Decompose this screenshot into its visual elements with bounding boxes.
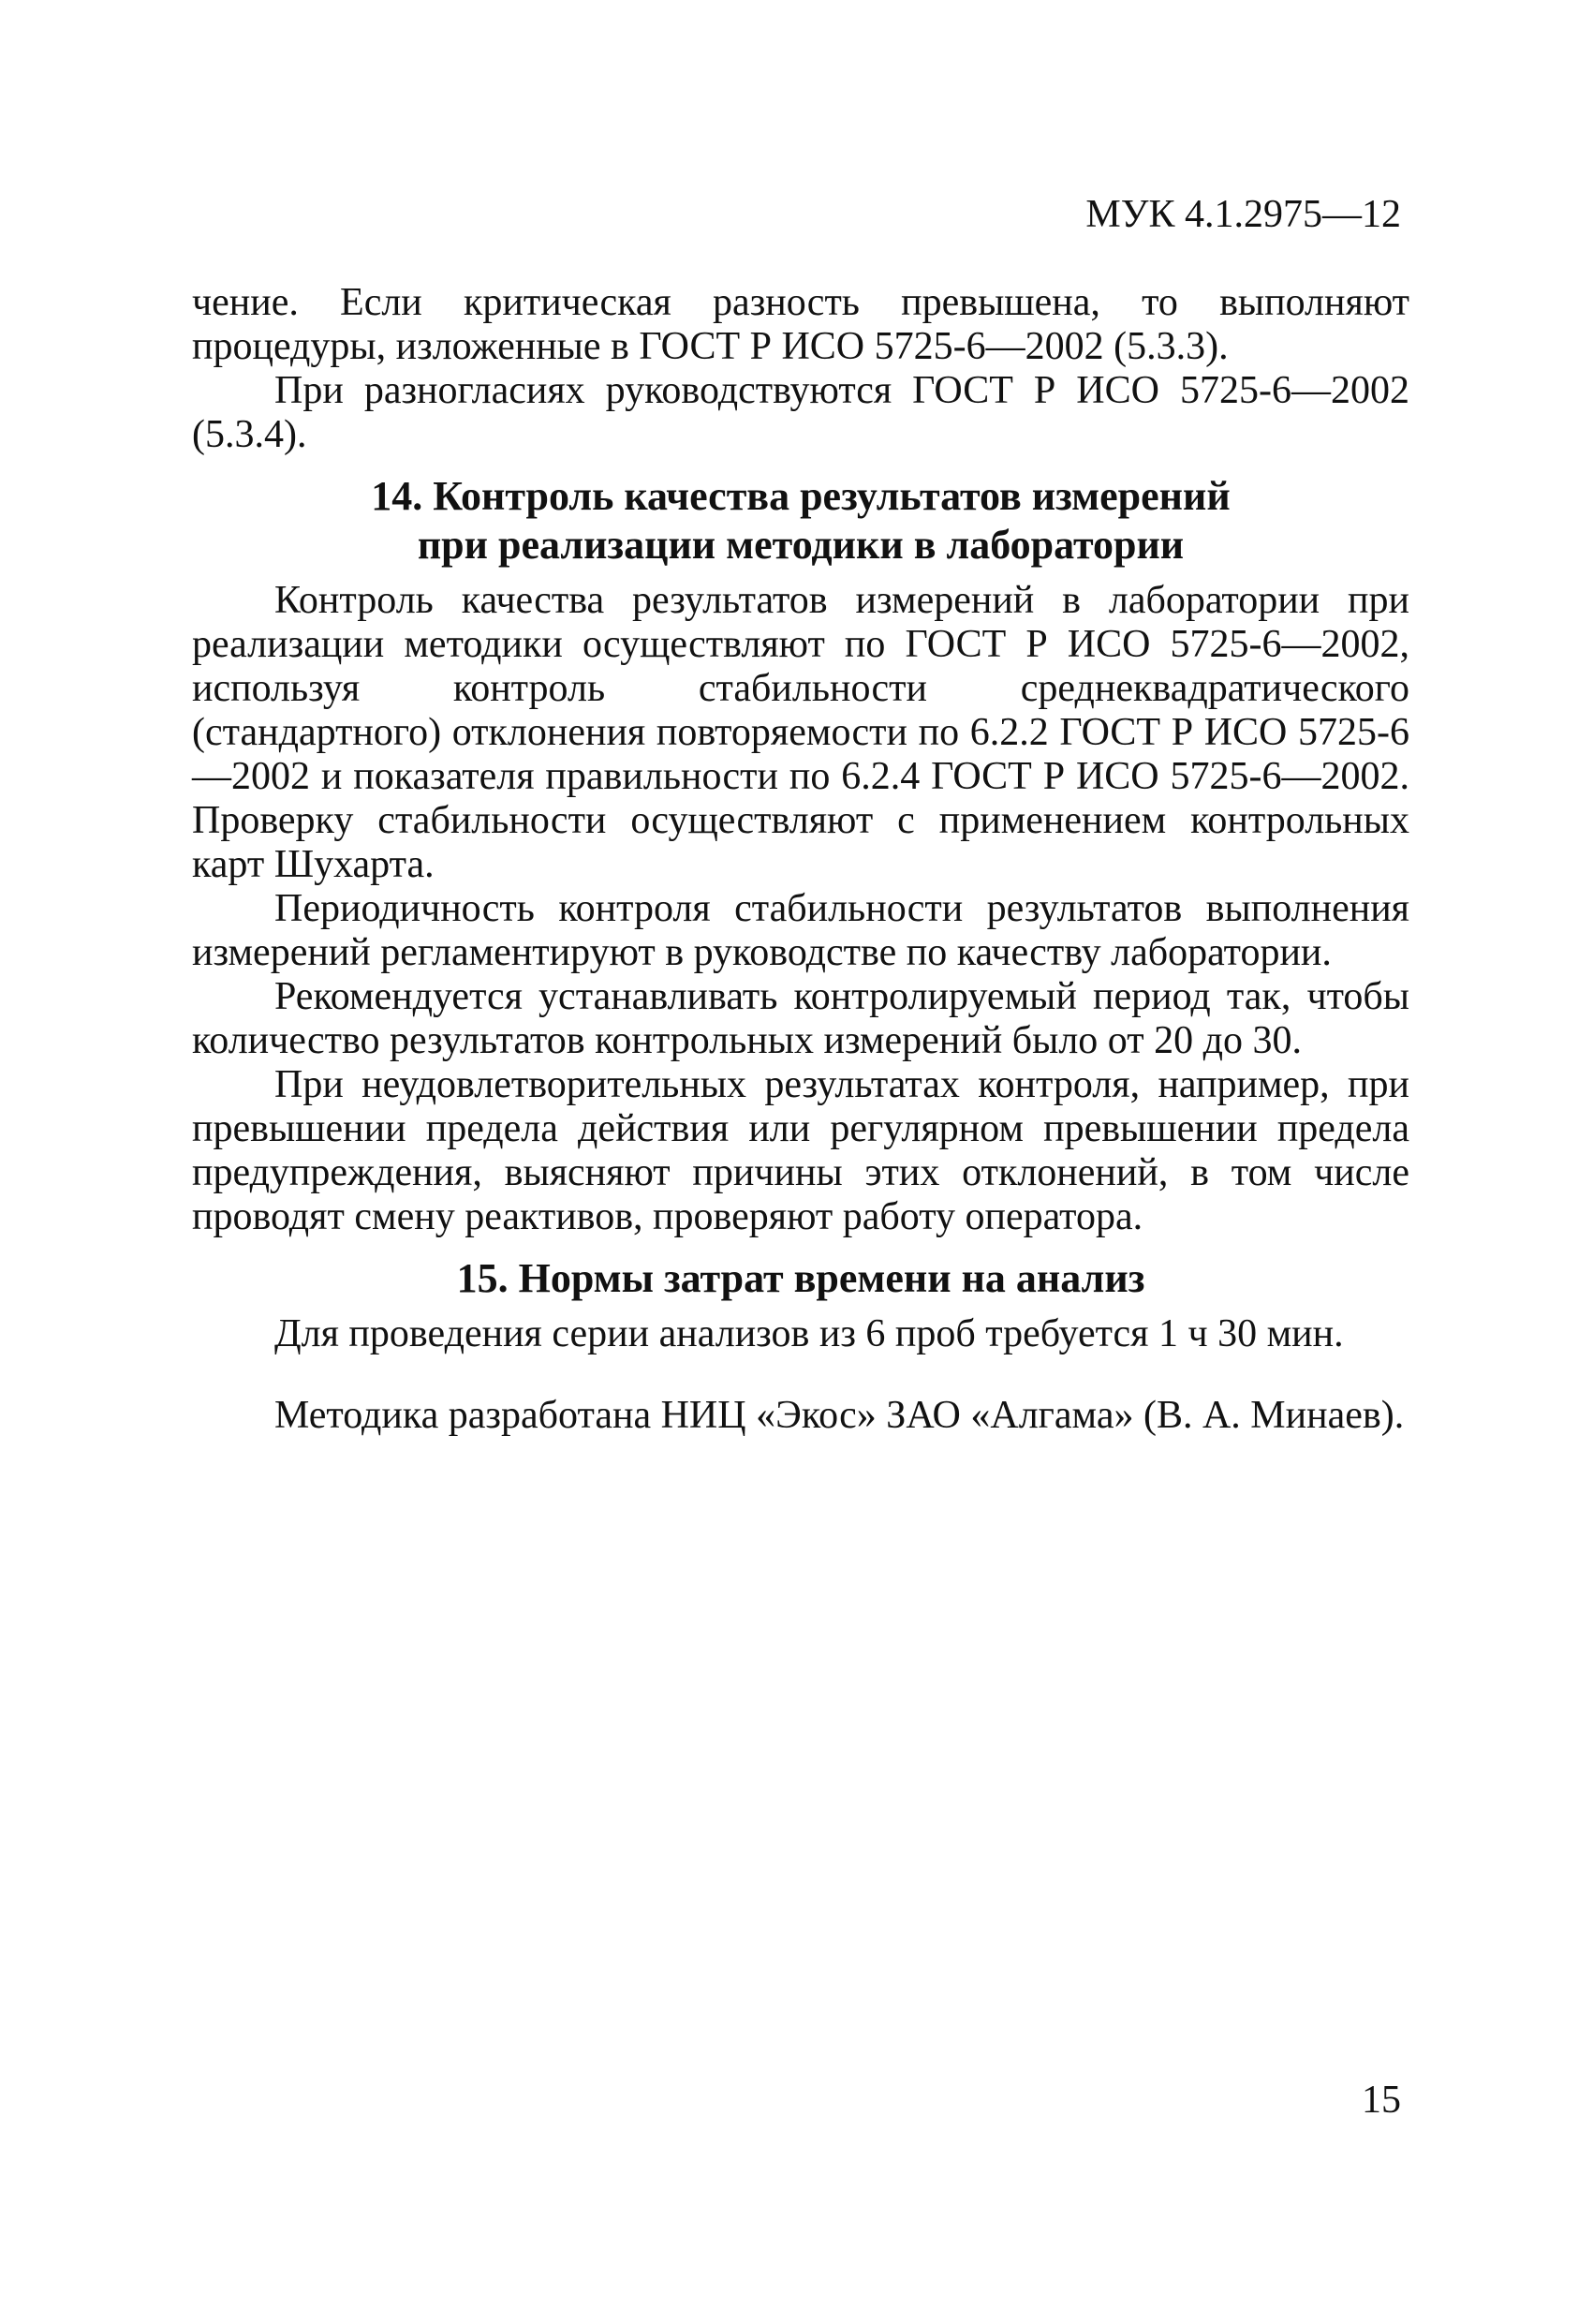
control-period-paragraph: Рекомендуется устанавливать контролируемый период так, чтобы количество результатов контрольных измерений было от 20 до 30.: [192, 975, 1409, 1062]
section-14-heading-line2: при реализации методики в лаборатории: [417, 522, 1185, 568]
quality-control-paragraph: Контроль качества результатов измерений в лаборатории при реализации методики осуществляют по ГОСТ Р ИСО 5725-6—2002, используя контроль стабильности среднеквадратического (стандартного) отклонения повторяемости по 6.2.2 ГОСТ Р ИСО 5725-6—2002 и показателя правильности по 6.2.4 ГОСТ Р ИСО 5725-6—2002. Проверку стабильности осуществляют с применением контрольных карт Шухарта.: [192, 579, 1409, 886]
section-14-heading: [192, 472, 1409, 570]
running-header: МУК 4.1.2975—12: [1085, 193, 1401, 236]
credits-paragraph: Методика разработана НИЦ «Экос» ЗАО «Алгама» (В. А. Минаев).: [274, 1394, 1405, 1437]
time-norm-paragraph: Для проведения серии анализов из 6 проб требуется 1 ч 30 мин.: [274, 1312, 1344, 1355]
section-15-heading: [192, 1254, 1409, 1303]
unsatisfactory-results-paragraph: При неудовлетворительных результатах контроля, например, при превышении предела действия или регулярном превышении предела предупреждения, выясняют причины этих отклонений, в том числе проводят смену реактивов, проверяют работу оператора.: [192, 1063, 1409, 1238]
disagreement-paragraph: При разногласиях руководствуются ГОСТ Р ИСО 5725-6—2002 (5.3.4).: [192, 369, 1409, 456]
spacer: [192, 1356, 1409, 1394]
page-number: 15: [1362, 2079, 1401, 2122]
continuation-paragraph: чение. Если критическая разность превышена, то выполняют процедуры, изложенные в ГОСТ Р ИСО 5725-6—2002 (5.3.3).: [192, 281, 1409, 368]
section-15-heading-text: 15. Нормы затрат времени на анализ: [456, 1255, 1145, 1301]
document-body: [192, 281, 1409, 1438]
section-14-heading-line1: 14. Контроль качества результатов измерений: [371, 473, 1231, 519]
periodicity-paragraph: Периодичность контроля стабильности результатов выполнения измерений регламентируют в руководстве по качеству лаборатории.: [192, 887, 1409, 974]
